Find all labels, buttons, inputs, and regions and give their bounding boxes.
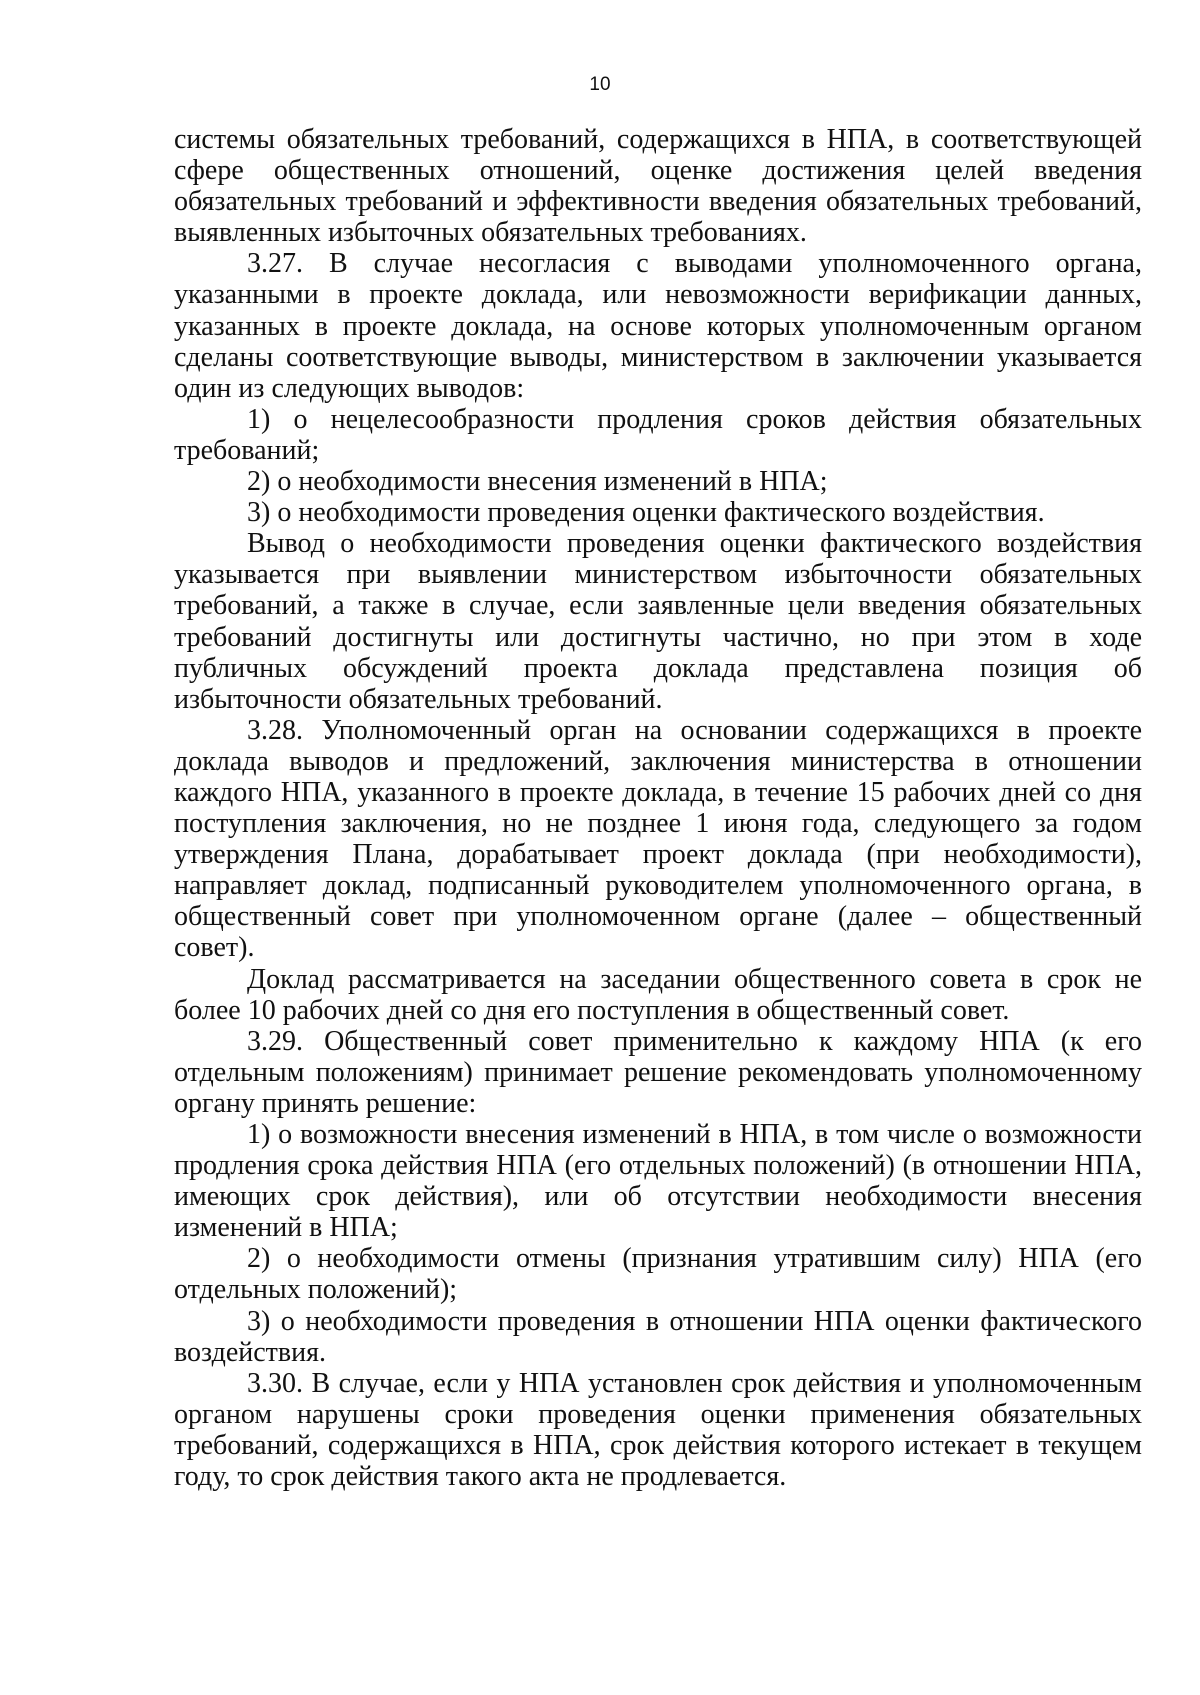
paragraph-3-28: 3.28. Уполномоченный орган на основании содержащихся в проекте доклада выводов и предложений, заключения министерства в отношении каждого НПА, указанного в проекте доклада, в течение 15 рабочих дней со дня поступления заключения, но не позднее 1 июня года, следующего за годом утверждения Плана, дорабатывает проект доклада (при необходимости), направляет доклад, подписанный руководителем уполномоченного органа, в общественный совет при уполномоченном органе (далее – общественный совет).: [174, 714, 1142, 964]
decision-item-2: 2) о необходимости отмены (признания утратившим силу) НПА (его отдельных положений);: [174, 1243, 1142, 1306]
paragraph-continuation: системы обязательных требований, содержащихся в НПА, в соответствующей сфере общественных отношений, оценке достижения целей введения обязательных требований и эффективности введения обязательных требований, выявленных избыточных обязательных требованиях.: [174, 124, 1142, 249]
list-item-1: 1) о нецелесообразности продления сроков действия обязательных требований;: [174, 403, 1142, 466]
document-body: [174, 124, 1142, 1492]
decision-item-3: 3) о необходимости проведения в отношении НПА оценки фактического воздействия.: [174, 1305, 1142, 1368]
paragraph-3-27: 3.27. В случае несогласия с выводами уполномоченного органа, указанными в проекте доклада, или невозможности верификации данных, указанных в проекте доклада, на основе которых уполномоченным органом сделаны соответствующие выводы, министерством в заключении указывается один из следующих выводов:: [174, 248, 1142, 404]
decision-item-1: 1) о возможности внесения изменений в НПА, в том числе о возможности продления срока действия НПА (его отдельных положений) (в отношении НПА, имеющих срок действия), или об отсутствии необходимости внесения изменений в НПА;: [174, 1119, 1142, 1244]
list-item-3: 3) о необходимости проведения оценки фактического воздействия.: [247, 497, 1045, 529]
paragraph-3-29: 3.29. Общественный совет применительно к каждому НПА (к его отдельным положениям) принимает решение рекомендовать уполномоченному органу принять решение:: [174, 1025, 1142, 1119]
list-item-2: 2) о необходимости внесения изменений в НПА;: [247, 466, 828, 498]
paragraph-council-review: Доклад рассматривается на заседании общественного совета в срок не более 10 рабочих дней со дня его поступления в общественный совет.: [174, 963, 1142, 1026]
paragraph-3-30: 3.30. В случае, если у НПА установлен срок действия и уполномоченным органом нарушены сроки проведения оценки применения обязательных требований, содержащихся в НПА, срок действия которого истекает в текущем году, то срок действия такого акта не продлевается.: [174, 1367, 1142, 1493]
page-number: 10: [589, 74, 611, 95]
paragraph-conclusion: Вывод о необходимости проведения оценки фактического воздействия указывается при выявлении министерством избыточности обязательных требований, а также в случае, если заявленные цели введения обязательных требований достигнуты или достигнуты частично, но при этом в ходе публичных обсуждений проекта доклада представлена позиция об избыточности обязательных требований.: [174, 528, 1142, 715]
